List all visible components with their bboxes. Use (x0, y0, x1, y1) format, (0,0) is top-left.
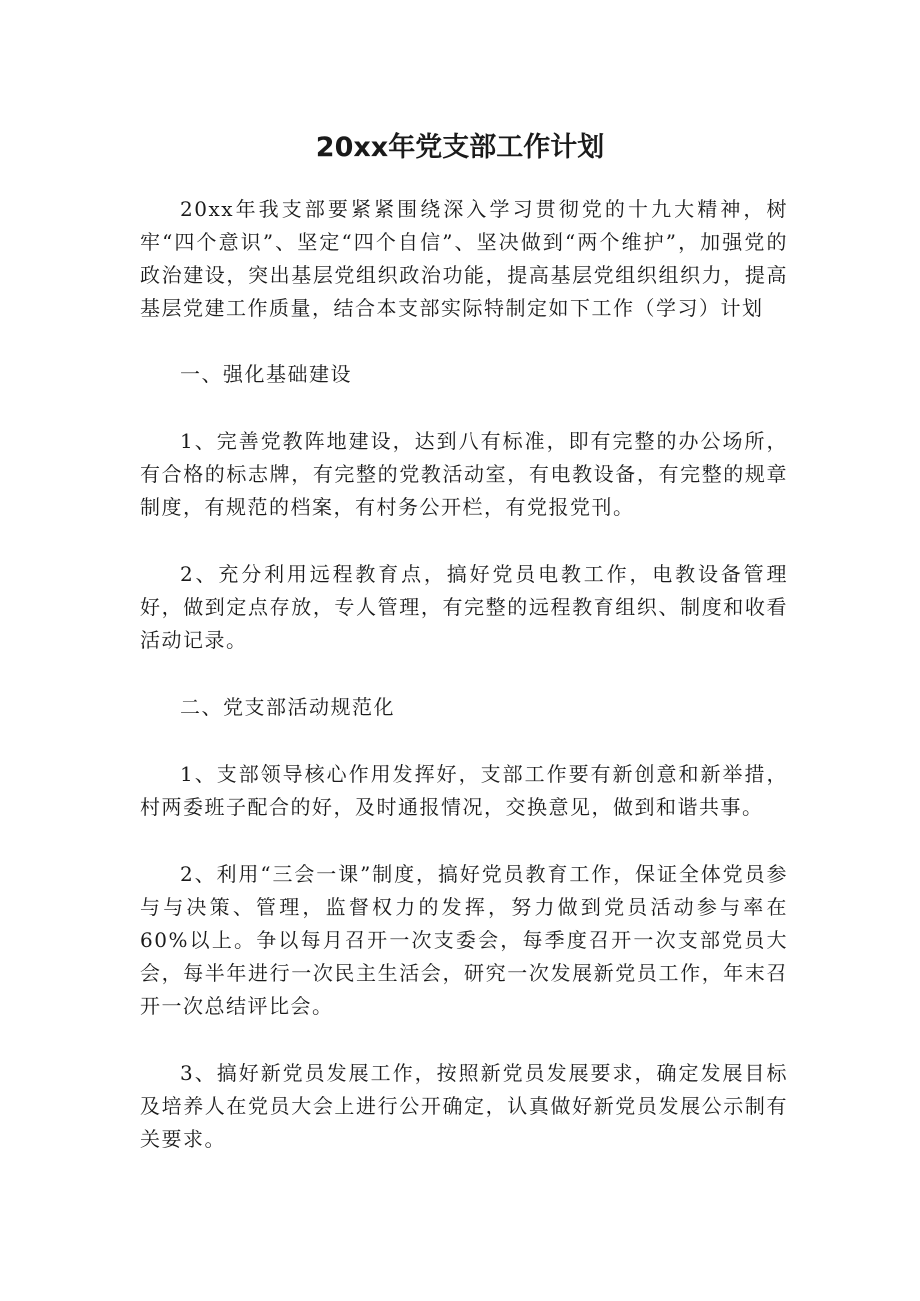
section-1-item-1: 1、完善党教阵地建设，达到八有标准，即有完整的办公场所，有合格的标志牌，有完整的党教活动室，有电教设备，有完整的规章制度，有规范的档案，有村务公开栏，有党报党刊。 (140, 429, 788, 519)
section-2-item-3: 3、搞好新党员发展工作，按照新党员发展要求，确定发展目标及培养人在党员大会上进行公开确定，认真做好新党员发展公示制有关要求。 (140, 1061, 788, 1151)
document-body (140, 193, 788, 1156)
section-1-item-2: 2、充分利用远程教育点，搞好党员电教工作，电教设备管理好，做到定点存放，专人管理，有完整的远程教育组织、制度和收看活动记录。 (140, 562, 788, 652)
section-heading-1: 一、强化基础建设 (180, 362, 352, 386)
intro-paragraph: 20xx年我支部要紧紧围绕深入学习贯彻党的十九大精神，树牢“四个意识”、坚定“四个自信”、坚决做到“两个维护”，加强党的政治建设，突出基层党组织政治功能，提高基层党组织组织力，提高基层党建工作质量，结合本支部实际特制定如下工作（学习）计划 (140, 197, 788, 320)
section-2-item-1: 1、支部领导核心作用发挥好，支部工作要有新创意和新举措，村两委班子配合的好，及时通报情况，交换意见，做到和谐共事。 (140, 762, 788, 819)
document-title: 20xx年党支部工作计划 (315, 132, 605, 163)
section-heading-2: 二、党支部活动规范化 (180, 695, 395, 719)
section-2-item-2: 2、利用“三会一课”制度，搞好党员教育工作，保证全体党员参与与决策、管理，监督权力的发挥，努力做到党员活动参与率在60%以上。争以每月召开一次支委会，每季度召开一次支部党员大会，每半年进行一次民主生活会，研究一次发展新党员工作，年末召开一次总结评比会。 (140, 862, 788, 1018)
